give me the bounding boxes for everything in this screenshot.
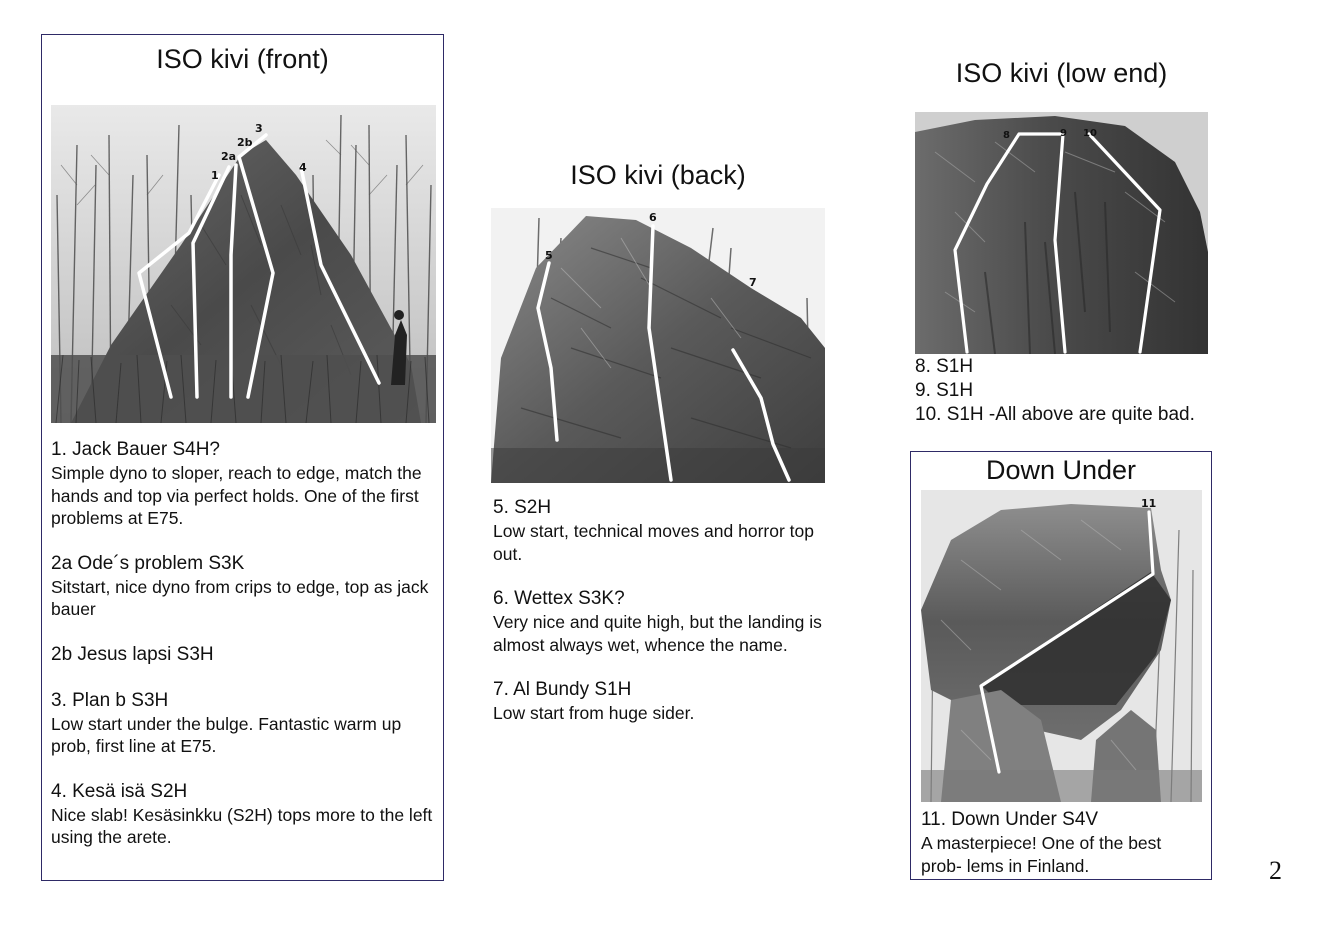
problem-text: Nice slab! Kesäsinkku (S2H) tops more to the left using the arete.	[51, 804, 433, 847]
problem-heading: 1. Jack Bauer S4H?	[51, 439, 220, 460]
topo-label-1: 1	[211, 169, 219, 182]
topo-label-10: 10	[1083, 128, 1097, 139]
lowend-title: ISO kivi (low end)	[955, 58, 1168, 88]
topo-label-8: 8	[1003, 130, 1010, 141]
topo-label-7: 7	[749, 276, 757, 289]
problem-text: Sitstart, nice dyno from crips to edge, top as jack bauer	[51, 576, 429, 619]
problem-line: 8. S1H	[915, 356, 974, 377]
downunder-topo	[921, 490, 1202, 802]
problem-text: Low start, technical moves and horror top out.	[493, 521, 814, 564]
lowend-topo	[915, 112, 1208, 354]
downunder-title: Down Under	[985, 455, 1137, 485]
lowend-description	[915, 355, 1215, 427]
topo-label-11: 11	[1141, 497, 1157, 510]
problem-heading: 2a Ode´s problem S3K	[51, 552, 245, 574]
problem-heading: 6. Wettex S3K?	[493, 588, 625, 609]
front-description	[51, 438, 436, 849]
back-description	[493, 496, 823, 725]
back-topo	[491, 208, 825, 483]
front-photo	[51, 105, 436, 423]
topo-label-2a: 2a	[221, 150, 237, 163]
problem-text: Very nice and quite high, but the landing is almost always wet, whence the name.	[493, 612, 822, 655]
front-title: ISO kivi (front)	[156, 44, 329, 74]
topo-label-4: 4	[299, 161, 307, 174]
problem-heading: 4. Kesä isä S2H	[51, 780, 188, 802]
problem-heading: 3. Plan b S3H	[51, 689, 169, 711]
page-number: 2	[1269, 856, 1282, 885]
topo-label-9: 9	[1060, 128, 1067, 139]
problem-text: A masterpiece! One of the best prob- lems in Finland.	[921, 833, 1162, 876]
topo-label-3: 3	[255, 122, 263, 135]
topo-label-5: 5	[545, 249, 553, 262]
problem-heading: 2b Jesus lapsi S3H	[51, 643, 214, 665]
topo-label-6: 6	[649, 211, 657, 224]
problem-heading: 11. Down Under S4V	[921, 809, 1099, 830]
front-topo	[51, 105, 436, 423]
downunder-photo	[921, 490, 1202, 802]
problem-heading: 7. Al Bundy S1H	[493, 679, 632, 700]
lowend-photo	[915, 112, 1208, 354]
problem-heading: 5. S2H	[493, 497, 552, 518]
problem-line: 9. S1H	[915, 380, 974, 401]
problem-text: Simple dyno to sloper, reach to edge, match the hands and top via perfect holds. One of the first problems at E75.	[51, 463, 422, 528]
downunder-description	[921, 808, 1205, 877]
back-title: ISO kivi (back)	[570, 160, 746, 190]
problem-text: Low start under the bulge. Fantastic warm up prob, first line at E75.	[51, 713, 402, 756]
problem-line: 10. S1H -All above are quite bad.	[915, 404, 1195, 425]
back-photo	[491, 208, 825, 483]
problem-text: Low start from huge sider.	[493, 703, 695, 723]
topo-label-2b: 2b	[237, 136, 253, 149]
